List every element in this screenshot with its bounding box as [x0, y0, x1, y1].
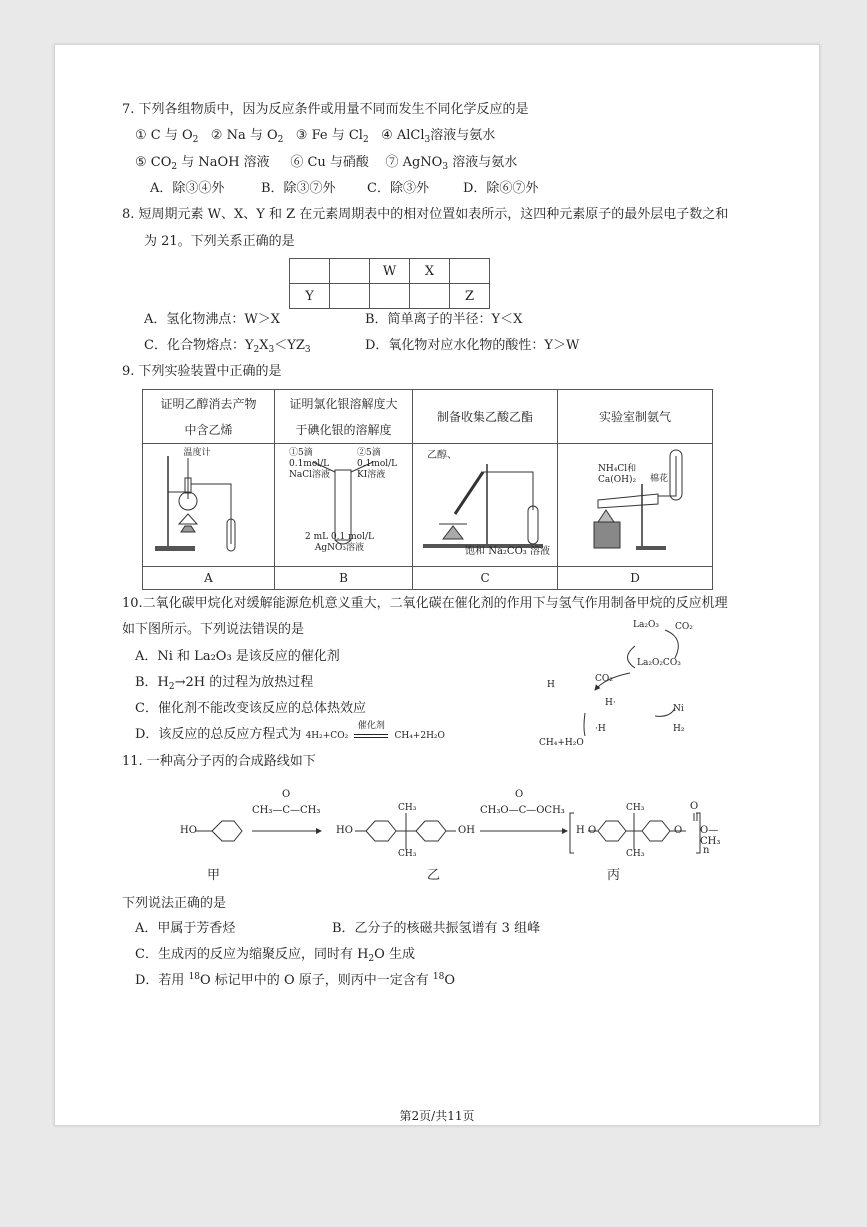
q10-option-d: D．该反应的总反应方程式为 4H₂+CO₂ 催化剂 CH₄+2H₂O	[135, 721, 445, 742]
q10-stem-line2: 如下图所示。下列说法错误的是	[122, 622, 305, 637]
name-yi: 乙	[427, 868, 441, 883]
reagent-acetone-o: O	[282, 789, 291, 800]
label-cotton: 棉花	[650, 474, 669, 484]
reagent-carbonate-o: O	[515, 789, 524, 800]
mech-co2-top: CO₂	[675, 622, 693, 632]
q8-option-d: D．氧化物对应水化物的酸性：Y＞W	[365, 338, 580, 353]
mech-ni: Ni	[673, 704, 684, 714]
bing-o-right: O	[674, 825, 683, 836]
apparatus-a	[143, 444, 275, 567]
header-c: 制备收集乙酸乙酯	[413, 390, 558, 444]
header-a: 证明乙醇消去产物 中含乙烯	[143, 390, 275, 444]
label-thermometer: 温度计	[183, 447, 211, 458]
q11-option-d: D．若用 $^{18}$O 标记甲中的 O 原子，则丙中一定含有 $^{18}$O	[135, 972, 455, 988]
experiment-table	[142, 389, 713, 590]
label-d: D	[558, 567, 713, 590]
mech-la2o2co3: La₂O₂CO₃	[637, 658, 681, 668]
q7-option-b: B．除③⑦外	[261, 181, 336, 196]
label-c: C	[413, 567, 558, 590]
apparatus-d-drawing	[558, 444, 712, 563]
label-b: B	[274, 567, 412, 590]
reagent-acetone: CH₃—C—CH₃	[252, 805, 321, 816]
mech-products: CH₄+H₂O	[539, 738, 584, 748]
bing-ch3-bottom: CH₃	[626, 849, 645, 859]
exam-page	[54, 44, 820, 1126]
q11-option-c: C．生成丙的反应为缩聚反应，同时有 $H_2O$ 生成	[135, 947, 415, 964]
label-ethanol: 乙醇、	[427, 450, 458, 461]
q8-stem-line1: 8. 短周期元素 W、X、Y 和 Z 在元素周期表中的相对位置如表所示，这四种元素原子的最外层电子数之和	[122, 207, 729, 222]
jia-ho: HO	[180, 825, 197, 836]
q10-option-b: B．$H_2\to 2H$ 的过程为放热过程	[135, 675, 314, 692]
apparatus-b	[274, 444, 412, 567]
name-jia: 甲	[207, 868, 221, 883]
q11-option-a: A．甲属于芳香烃	[135, 921, 236, 936]
yi-ch3-top: CH₃	[398, 803, 417, 813]
name-bing: 丙	[607, 868, 621, 883]
q10-stem-line1: 10.二氧化碳甲烷化对缓解能源危机意义重大，二氧化碳在催化剂的作用下与氢气作用制备甲烷的反应机理	[122, 596, 728, 611]
q7-option-d: D．除⑥⑦外	[463, 181, 539, 196]
q11-intro: 下列说法正确的是	[122, 896, 227, 911]
q8-option-c: C．化合物熔点：$Y_2X_3<YZ_3$	[144, 338, 311, 355]
synthesis-structures	[170, 783, 730, 883]
q7-items-line2: ⑤ $CO_2$ 与 NaOH 溶液 ⑥ Cu 与硝酸 ⑦ AgNO$_3$ 溶液与氨水	[135, 155, 518, 172]
q8-stem-line2: 为 21。下列关系正确的是	[144, 234, 295, 249]
q10-option-c: C．催化剂不能改变该反应的总体热效应	[135, 701, 366, 716]
q11-option-b: B．乙分子的核磁共振氢谱有 3 组峰	[332, 921, 541, 936]
q10-option-a: A．Ni 和 La₂O₃ 是该反应的催化剂	[135, 649, 340, 664]
q7-option-c: C．除③外	[367, 181, 429, 196]
apparatus-d	[558, 444, 713, 567]
header-d: 实验室制氨气	[558, 390, 713, 444]
label-reagents: NH₄Cl和 Ca(OH)₂	[598, 464, 637, 485]
reagent-carbonate: CH₃O—C—OCH₃	[480, 805, 565, 816]
mech-h: H	[547, 680, 555, 690]
q7-stem: 7. 下列各组物质中，因为反应条件或用量不同而发生不同化学反应的是	[122, 102, 529, 117]
yi-oh: OH	[458, 825, 475, 836]
yi-ho: HO	[336, 825, 353, 836]
label-agno3: 2 mL 0.1 mol/L AgNO₃溶液	[304, 532, 374, 553]
page-footer: 第2页/共11页	[399, 1109, 475, 1123]
q11-stem: 11. 一种高分子丙的合成路线如下	[122, 754, 316, 769]
bing-carbonyl-o: O	[690, 801, 699, 812]
q7-items-line1: ① C 与 $O_2$ ② Na 与 $O_2$ ③ Fe 与 $Cl_2$ ④ AlCl$_3$溶液与氨水	[135, 128, 496, 145]
bing-h: H	[576, 825, 585, 836]
label-na2co3: 饱和 Na₂CO₃ 溶液	[465, 546, 550, 557]
synthesis-route	[170, 783, 730, 883]
q7-option-a: A．除③④外	[150, 181, 225, 196]
yi-ch3-bottom: CH₃	[398, 849, 417, 859]
q9-stem: 9. 下列实验装置中正确的是	[122, 364, 282, 379]
apparatus-c	[413, 444, 558, 567]
bing-n: n	[703, 845, 710, 856]
mech-h-dot: ·H	[595, 724, 606, 734]
header-b: 证明氯化银溶解度大 于碘化银的溶解度	[274, 390, 412, 444]
mech-h-radical: H·	[605, 698, 616, 708]
periodic-table-fragment: W X Y Z	[289, 258, 490, 309]
q8-option-a: A．氢化物沸点：W＞X	[144, 312, 281, 327]
mechanism-arrows	[525, 618, 725, 753]
mech-la2o3: La₂O₃	[633, 620, 659, 630]
bing-o-left: O	[588, 825, 597, 836]
label-ki: ②5滴 0.1mol/L KI溶液	[356, 448, 398, 480]
mechanism-diagram	[525, 618, 725, 753]
label-a: A	[143, 567, 275, 590]
label-nacl: ①5滴 0.1mol/L NaCl溶液	[288, 448, 330, 480]
bing-ch3-top: CH₃	[626, 803, 645, 813]
mech-h2: H₂	[673, 724, 685, 734]
mech-co2-mid: CO₂	[595, 674, 613, 684]
q8-option-b: B．简单离子的半径：Y＜X	[365, 312, 523, 327]
bing-och3: O—CH₃	[700, 825, 721, 847]
apparatus-a-drawing	[143, 444, 273, 563]
